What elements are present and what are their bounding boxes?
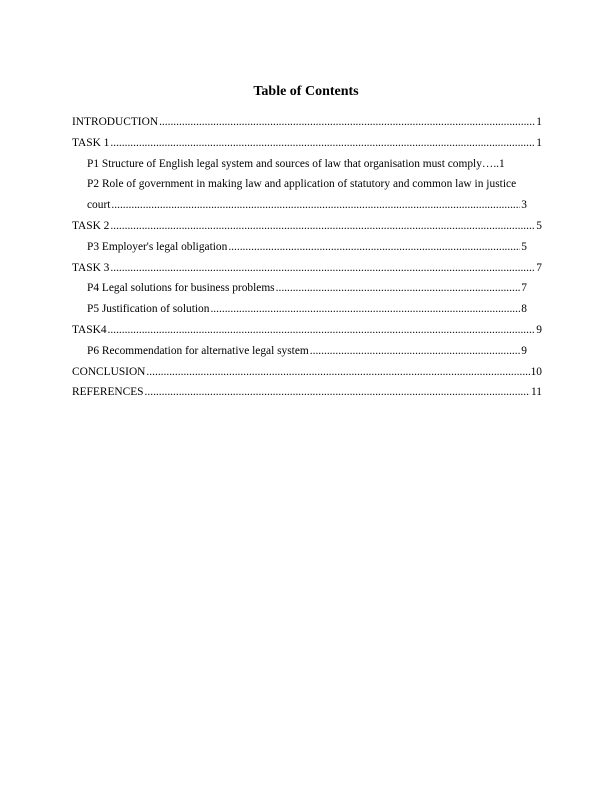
toc-dot-leader: [310, 341, 521, 362]
toc-dot-leader: [145, 382, 531, 403]
toc-entry-label: REFERENCES: [72, 386, 144, 399]
toc-entry-page: 7: [536, 261, 542, 274]
toc-dot-leader: [210, 299, 520, 320]
toc-entry-label: TASK 1: [72, 136, 110, 149]
toc-entry-page: 10: [530, 365, 542, 378]
toc-entry-introduction[interactable]: [72, 112, 542, 133]
toc-dot-leader: [111, 195, 520, 216]
toc-dot-leader: [110, 133, 535, 154]
toc-entry-label: P5 Justification of solution: [87, 303, 210, 316]
toc-entry-label: TASK4: [72, 323, 107, 336]
toc-entry-references[interactable]: [72, 382, 542, 403]
toc-entry-p3[interactable]: [72, 237, 527, 258]
toc-list: [72, 112, 542, 403]
toc-entry-label: P1 Structure of English legal system and sources of law that organisation must comply: [87, 157, 482, 170]
toc-entry-label-continued: court: [87, 199, 111, 212]
toc-entry-page: 11: [531, 386, 542, 399]
toc-entry-label: P4 Legal solutions for business problems: [87, 282, 275, 295]
toc-dot-leader: [108, 320, 536, 341]
toc-entry-p6[interactable]: [72, 341, 527, 362]
toc-dot-leader: …..: [481, 157, 500, 170]
toc-entry-page: 8: [521, 303, 527, 316]
toc-entry-label: P3 Employer's legal obligation: [87, 240, 228, 253]
toc-entry-task-4[interactable]: [72, 320, 542, 341]
toc-entry-label: INTRODUCTION: [72, 116, 159, 128]
toc-entry-p2-line2[interactable]: [72, 195, 527, 216]
toc-entry-page: 5: [536, 219, 542, 232]
toc-entry-page: 9: [536, 323, 542, 336]
toc-entry-task-3[interactable]: [72, 258, 542, 279]
toc-entry-page: 1: [536, 116, 542, 128]
toc-dot-leader: [110, 258, 535, 279]
toc-dot-leader: [276, 278, 521, 299]
toc-entry-label: P6 Recommendation for alternative legal system: [87, 344, 309, 357]
toc-dot-leader: [228, 237, 520, 258]
toc-entry-label: TASK 3: [72, 261, 110, 274]
toc-entry-label: CONCLUSION: [72, 365, 146, 378]
toc-entry-p5[interactable]: [72, 299, 527, 320]
toc-entry-label: TASK 2: [72, 219, 110, 232]
toc-entry-label: P2 Role of government in making law and application of statutory and common law in justice: [87, 178, 517, 191]
toc-entry-page: 1: [536, 136, 542, 149]
toc-entry-task-2[interactable]: [72, 216, 542, 237]
toc-entry-p1[interactable]: [72, 154, 527, 175]
toc-title: Table of Contents: [253, 84, 359, 99]
toc-entry-page: 9: [521, 344, 527, 357]
toc-entry-conclusion[interactable]: [72, 362, 542, 383]
toc-entry-p4[interactable]: [72, 278, 527, 299]
toc-dot-leader: [159, 112, 535, 133]
toc-dot-leader: [110, 216, 535, 237]
toc-entry-p2-line1[interactable]: [72, 174, 542, 195]
toc-entry-page: 7: [521, 282, 527, 295]
toc-dot-leader: [146, 362, 529, 383]
toc-entry-task-1[interactable]: [72, 133, 542, 154]
toc-entry-page: 3: [521, 199, 527, 212]
toc-entry-page: 5: [521, 240, 527, 253]
toc-entry-page: 1: [499, 157, 505, 170]
